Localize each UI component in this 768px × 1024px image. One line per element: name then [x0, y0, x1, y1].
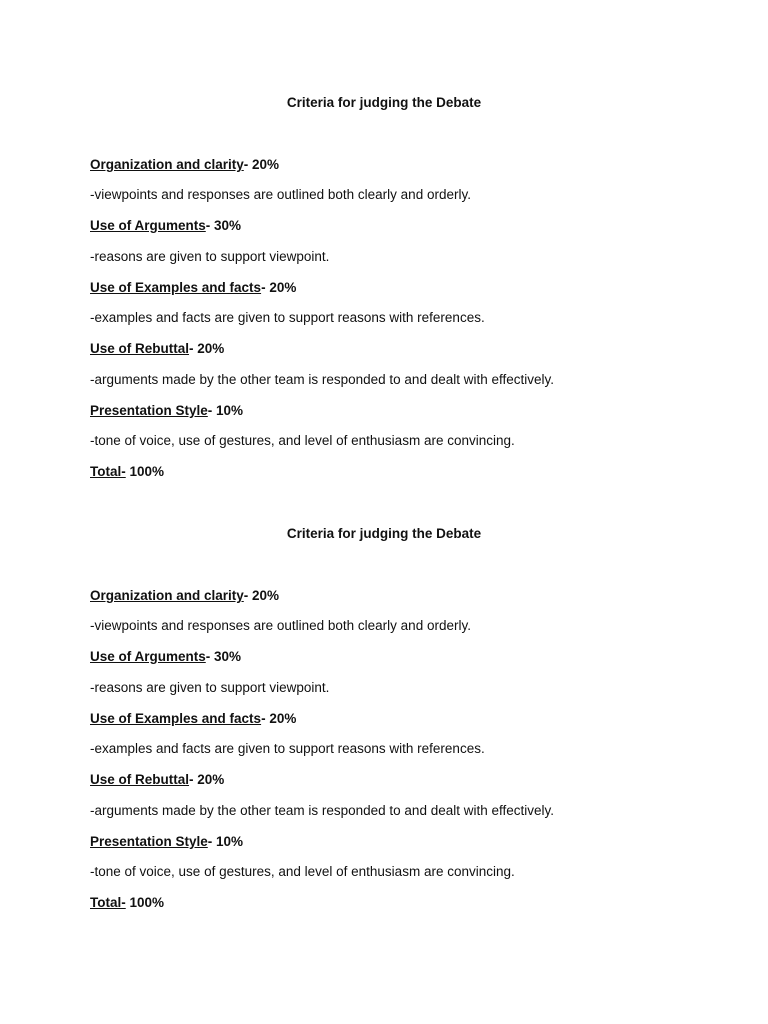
criterion-heading [90, 710, 296, 728]
criterion-heading [90, 833, 243, 851]
criterion-name: Organization and clarity [90, 588, 244, 603]
criterion-weight: - 20% [189, 772, 225, 787]
criterion-name: Use of Arguments [90, 649, 206, 664]
criterion-description: -viewpoints and responses are outlined both clearly and orderly. [90, 618, 471, 633]
criterion-heading [90, 156, 279, 174]
criterion-name: Use of Arguments [90, 218, 206, 233]
criterion-weight: - 20% [261, 280, 297, 295]
total-label: Total- [90, 464, 126, 479]
criterion-heading [90, 402, 243, 420]
criterion-name: Use of Rebuttal [90, 341, 190, 356]
criterion-heading [90, 587, 279, 605]
criterion-description: -viewpoints and responses are outlined both clearly and orderly. [90, 187, 471, 202]
criterion-weight: - 20% [243, 157, 280, 172]
criterion-description: -reasons are given to support viewpoint. [90, 680, 330, 695]
criterion-name: Use of Examples and facts [90, 711, 262, 726]
criterion-description: -examples and facts are given to support reasons with references. [90, 741, 485, 756]
criterion-heading [90, 279, 296, 297]
section-title: Criteria for judging the Debate [286, 95, 482, 110]
criterion-name: Use of Examples and facts [90, 280, 262, 295]
criterion-heading [90, 217, 241, 235]
criterion-description: -reasons are given to support viewpoint. [90, 249, 330, 264]
total-line [90, 894, 164, 912]
criterion-description: -arguments made by the other team is responded to and dealt with effectively. [90, 803, 555, 818]
total-label: Total- [90, 895, 126, 910]
total-value: 100% [125, 895, 165, 910]
criterion-description: -arguments made by the other team is responded to and dealt with effectively. [90, 372, 555, 387]
criterion-description: -tone of voice, use of gestures, and level of enthusiasm are convincing. [90, 864, 515, 879]
criterion-weight: - 30% [205, 649, 242, 664]
criterion-description: -examples and facts are given to support reasons with references. [90, 310, 485, 325]
criterion-name: Presentation Style [90, 834, 208, 849]
criterion-weight: - 20% [189, 341, 225, 356]
criterion-weight: - 10% [207, 403, 244, 418]
criterion-name: Presentation Style [90, 403, 208, 418]
section-title: Criteria for judging the Debate [286, 526, 482, 541]
total-line [90, 463, 164, 481]
criterion-heading [90, 648, 241, 666]
criterion-heading [90, 771, 224, 789]
criterion-weight: - 20% [261, 711, 297, 726]
criterion-weight: - 30% [205, 218, 242, 233]
criterion-weight: - 10% [207, 834, 244, 849]
criterion-heading [90, 340, 224, 358]
criterion-name: Use of Rebuttal [90, 772, 190, 787]
criterion-description: -tone of voice, use of gestures, and level of enthusiasm are convincing. [90, 433, 515, 448]
total-value: 100% [125, 464, 165, 479]
criterion-weight: - 20% [243, 588, 280, 603]
criterion-name: Organization and clarity [90, 157, 244, 172]
